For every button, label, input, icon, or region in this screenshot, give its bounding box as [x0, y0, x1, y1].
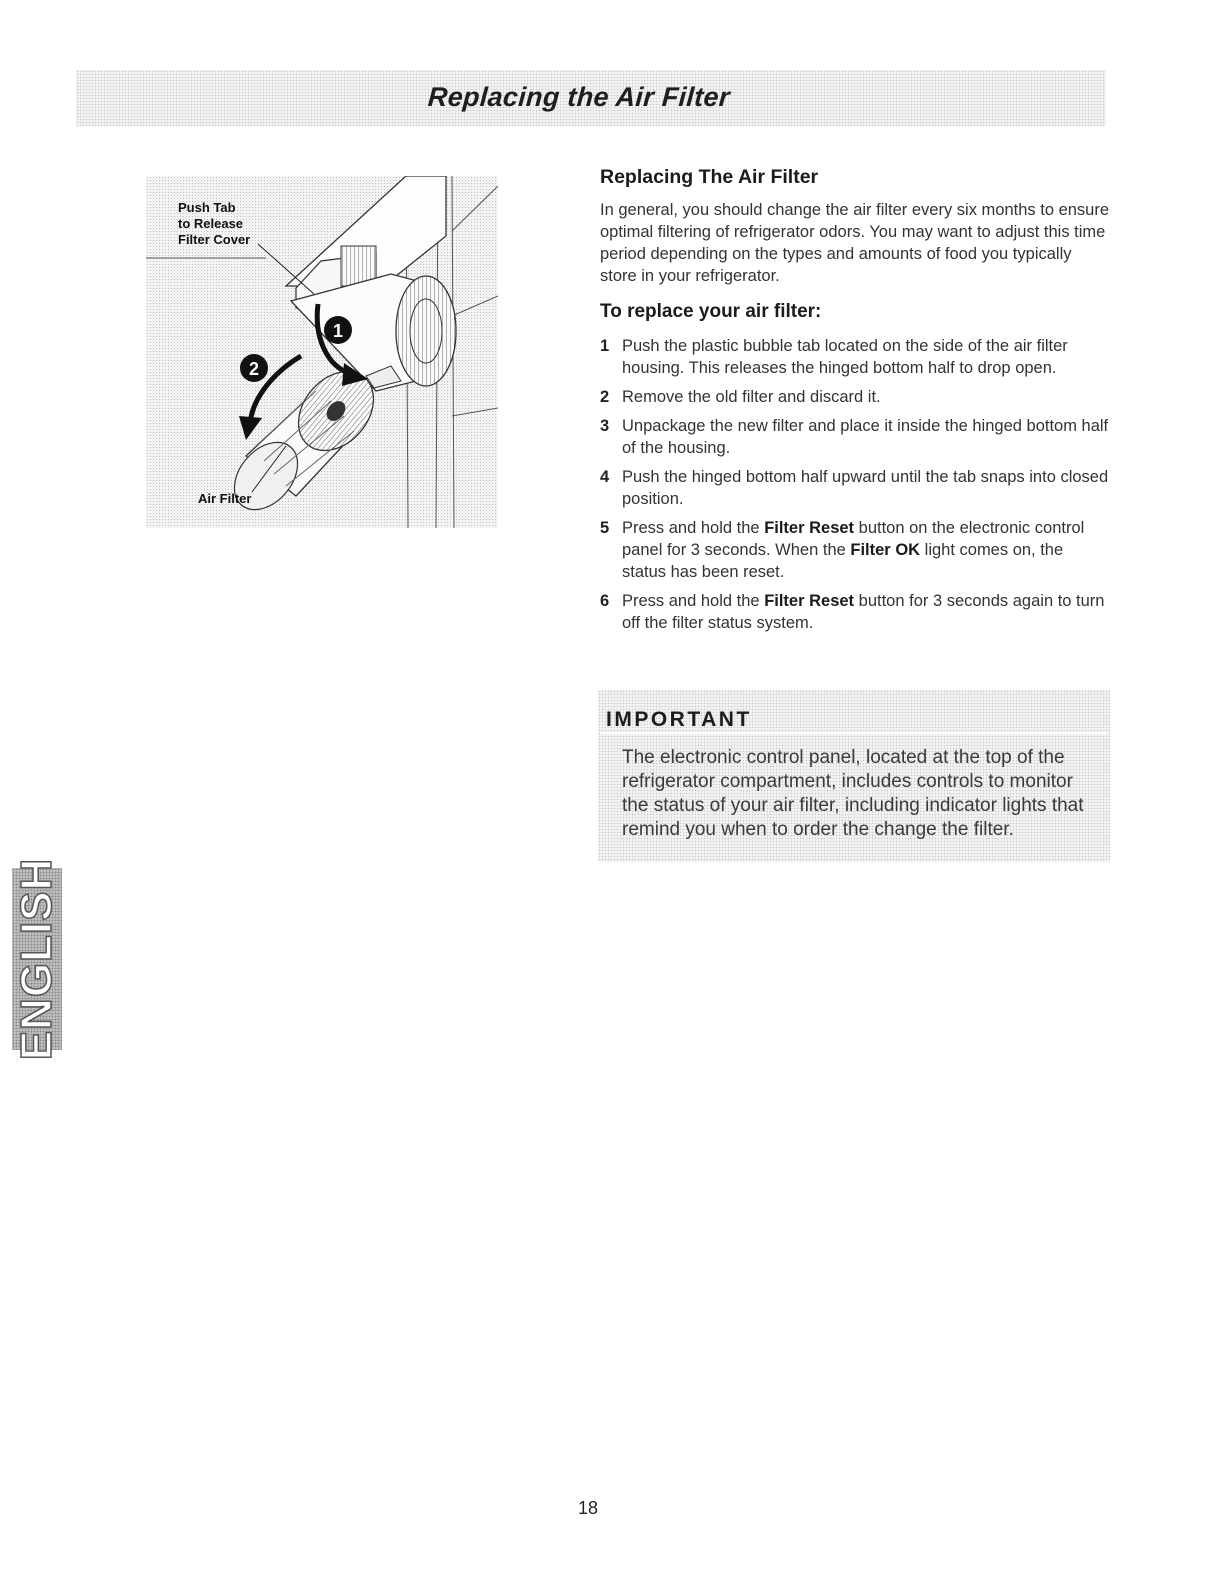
step-number: 4 [600, 468, 610, 486]
important-divider [600, 732, 1108, 734]
page-title: Replacing the Air Filter [426, 82, 731, 112]
step-number: 3 [600, 417, 610, 435]
step-marker-1-label: 1 [332, 321, 344, 341]
step-marker-2 [240, 354, 268, 382]
label-push-tab: Push Tab to Release Filter Cover [178, 200, 251, 247]
list-item [600, 386, 1110, 408]
important-title: IMPORTANT [606, 708, 752, 731]
instructions-column [600, 166, 1110, 641]
step-text-mid: button on the electronic control panel for 3 seconds. When the [622, 519, 1085, 559]
filter-reset-term: Filter Reset [764, 519, 855, 537]
page-number: 18 [578, 1498, 599, 1518]
step-number: 1 [600, 337, 610, 355]
steps-list [600, 335, 1110, 634]
step-text: Push the hinged bottom half upward until the tab snaps into closed position. [622, 468, 1109, 508]
language-label: ENGLISH [12, 857, 61, 1061]
step-text-pre: Press and hold the [622, 592, 765, 610]
step-text-pre: Press and hold the [622, 519, 765, 537]
list-item [600, 517, 1110, 583]
steps-heading: To replace your air filter: [600, 301, 822, 322]
step-marker-1 [324, 316, 352, 344]
list-item [600, 590, 1110, 634]
filter-reset-term: Filter Reset [764, 592, 855, 610]
filter-ok-term: Filter OK [850, 541, 921, 559]
step-text-post: light comes on, the status has been reset. [622, 541, 1064, 581]
step-marker-2-label: 2 [248, 359, 260, 379]
list-item [600, 466, 1110, 510]
step-number: 6 [600, 592, 610, 610]
step-number: 5 [600, 519, 610, 537]
section-heading: Replacing The Air Filter [600, 166, 819, 188]
list-item [600, 415, 1110, 459]
step-text: Unpackage the new filter and place it inside the hinged bottom half of the housing. [622, 417, 1109, 457]
step-text: Push the plastic bubble tab located on the side of the air filter housing. This releases the hinged bottom half to drop open. [622, 337, 1068, 377]
step-text-post: button for 3 seconds again to turn off the filter status system. [622, 592, 1105, 632]
label-air-filter: Air Filter [198, 491, 252, 506]
step-text: Remove the old filter and discard it. [622, 388, 881, 406]
list-item [600, 335, 1110, 379]
important-text: The electronic control panel, located at the top of the refrigerator compartment, includes controls to monitor the status of your air filter, including indicator lights that remind you when to order the change the filter. [622, 747, 1084, 840]
step-number: 2 [600, 388, 610, 406]
intro-paragraph: In general, you should change the air filter every six months to ensure optimal filtering of refrigerator odors. You may want to adjust this time period depending on the types and amounts of food you typically store in your refrigerator. [600, 201, 1110, 285]
